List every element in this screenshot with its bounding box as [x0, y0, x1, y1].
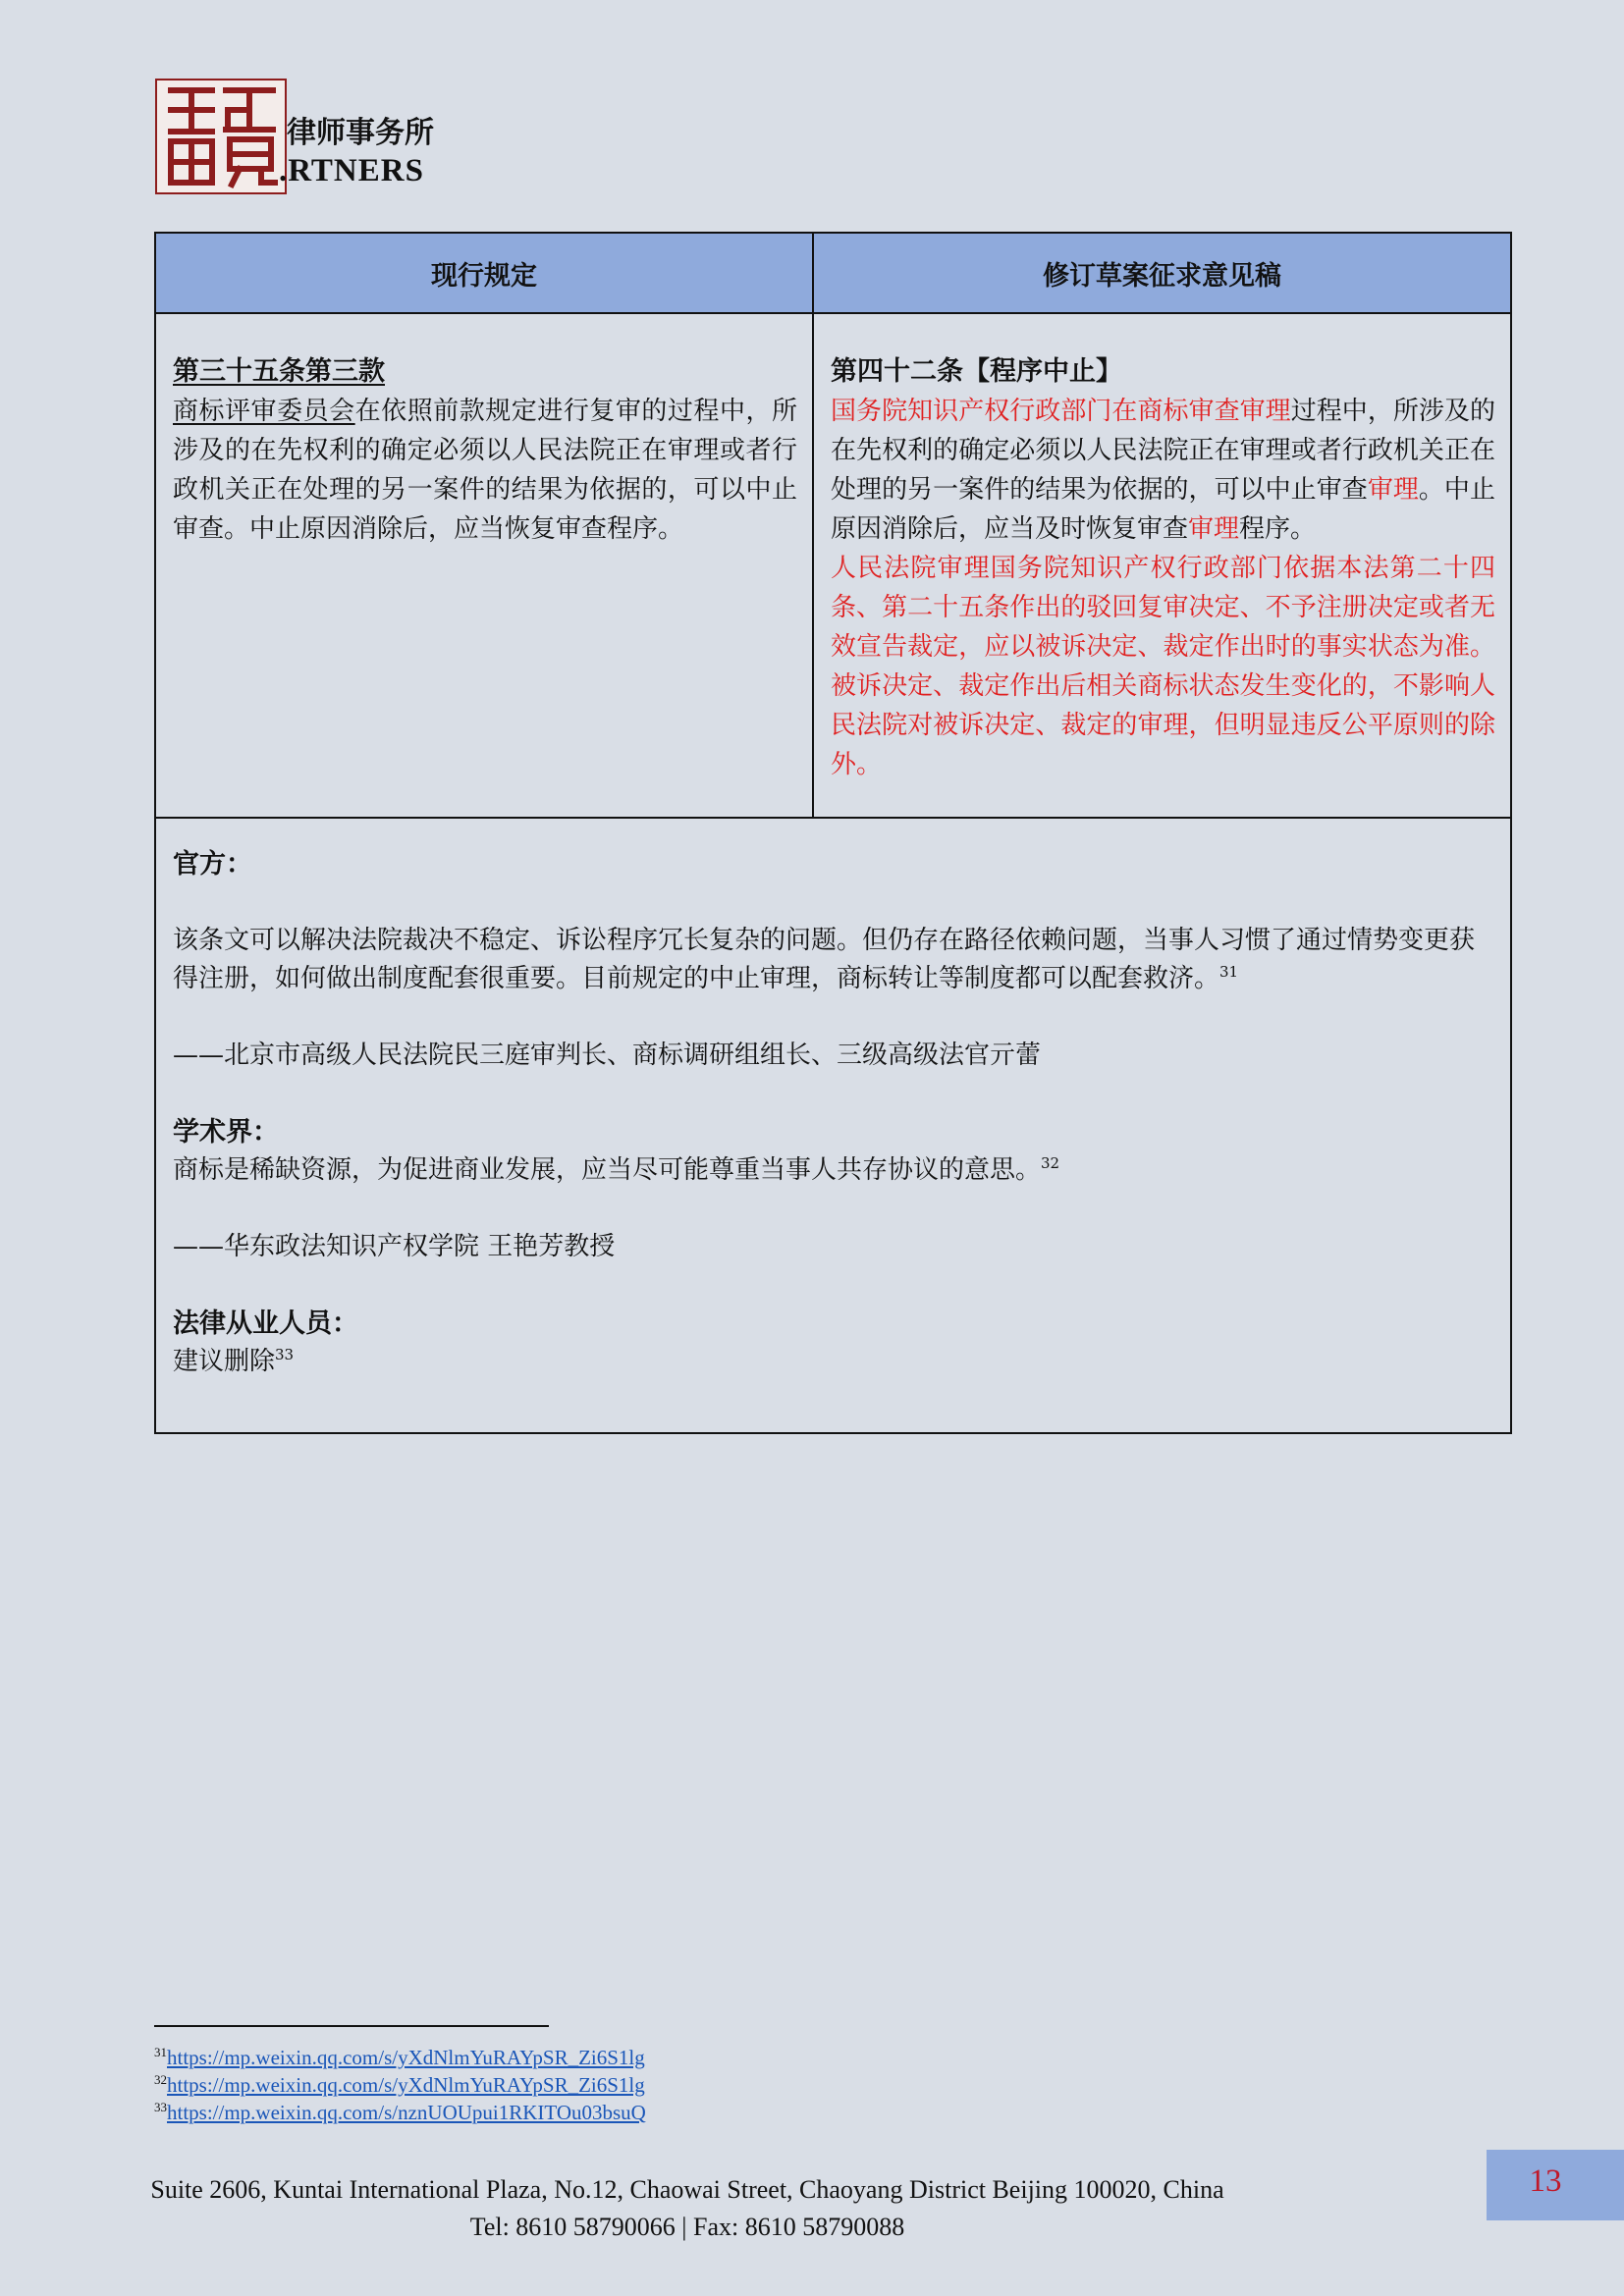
commentary-row: [155, 818, 1511, 1433]
footnote-item: [154, 2099, 646, 2126]
footnote-number: 33: [154, 2100, 167, 2114]
amended-text: 国务院知识产权行政部门在商标审查审理: [831, 397, 1291, 426]
draft-article-paragraph-1: [831, 392, 1495, 549]
current-provision-cell: [155, 313, 813, 818]
footer-contact: Tel: 8610 58790066 | Fax: 8610 58790088: [469, 2213, 905, 2241]
unchanged-text: 程序。: [1239, 514, 1317, 544]
current-article-body-underlined: 商标评审委员会: [173, 397, 355, 426]
footnote-ref-33[interactable]: 33: [275, 1346, 295, 1363]
amended-text: 审理: [1188, 514, 1240, 544]
firm-name-en: .RTNERS: [279, 153, 424, 188]
firm-name-cn: 律师事务所: [287, 116, 434, 150]
current-article-body: [173, 392, 797, 549]
academic-comment-text: 商标是稀缺资源，为促进商业发展，应当尽可能尊重当事人共存协议的意思。: [173, 1155, 1042, 1185]
current-article-title: 第三十五条第三款: [173, 356, 385, 387]
page-number: 13: [1529, 2163, 1562, 2199]
footnote-item: [154, 2044, 646, 2071]
column-header-current: 现行规定: [155, 233, 813, 313]
footnotes: [154, 2044, 646, 2126]
footnote-item: [154, 2071, 646, 2099]
academic-comment: [173, 1151, 1495, 1190]
seal-glyphs: [157, 80, 285, 192]
comparison-table: [154, 232, 1512, 1434]
footnote-ref-31[interactable]: 31: [1219, 963, 1239, 981]
firm-logo-seal: [155, 79, 287, 194]
footnote-link[interactable]: https://mp.weixin.qq.com/s/yXdNlmYuRAYpSR_Zi6S1lg: [167, 2073, 645, 2097]
practitioner-comment-text: 建议删除: [173, 1347, 276, 1376]
practitioner-comment: [173, 1343, 1495, 1381]
academic-source: ——华东政法知识产权学院 王艳芳教授: [173, 1232, 616, 1261]
footnote-divider: [154, 2025, 549, 2027]
official-label: 官方：: [173, 849, 252, 880]
column-header-draft: 修订草案征求意见稿: [813, 233, 1511, 313]
official-source: ——北京市高级人民法院民三庭审判长、商标调研组组长、三级高级法官亓蕾: [173, 1041, 1042, 1070]
table-row: [155, 313, 1511, 818]
footnote-link[interactable]: https://mp.weixin.qq.com/s/yXdNlmYuRAYpSR_Zi6S1lg: [167, 2046, 645, 2069]
footnote-ref-32[interactable]: 32: [1041, 1154, 1060, 1172]
commentary-cell: [155, 818, 1511, 1433]
footnote-number: 31: [154, 2045, 167, 2059]
footer-address: Suite 2606, Kuntai International Plaza, No.12, Chaowai Street, Chaoyang District Beijing 100020, China: [150, 2175, 1224, 2204]
unchanged-text: 。中止原因消除后，应当及时恢复审查: [831, 475, 1495, 544]
draft-provision-cell: [813, 313, 1511, 818]
footer-address-block: [0, 2171, 1375, 2246]
official-comment-text: 该条文可以解决法院裁决不稳定、诉讼程序冗长复杂的问题。但仍存在路径依赖问题，当事人习惯了通过情势变更获得注册，如何做出制度配套很重要。目前规定的中止审理，商标转让等制度都可以配套救济。: [173, 926, 1476, 993]
page-number-box: [1487, 2150, 1624, 2220]
academic-label: 学术界：: [173, 1117, 279, 1148]
table-header-row: [155, 233, 1511, 313]
current-article-body-text: 在依照前款规定进行复审的过程中，所涉及的在先权利的确定必须以人民法院正在审理或者行政机关正在处理的另一案件的结果为依据的，可以中止审查。中止原因消除后，应当恢复审查程序。: [173, 397, 797, 544]
amended-text: 审理: [1367, 475, 1419, 505]
practitioner-label: 法律从业人员：: [173, 1308, 358, 1339]
draft-article-title: 第四十二条【程序中止】: [831, 356, 1122, 387]
footnote-number: 32: [154, 2072, 167, 2087]
footnote-link[interactable]: https://mp.weixin.qq.com/s/nznUOUpui1RKITOu03bsuQ: [167, 2101, 646, 2124]
draft-article-paragraph-2: 人民法院审理国务院知识产权行政部门依据本法第二十四条、第二十五条作出的驳回复审决定、不予注册决定或者无效宣告裁定，应以被诉决定、裁定作出时的事实状态为准。被诉决定、裁定作出后相关商标状态发生变化的，不影响人民法院对被诉决定、裁定的审理，但明显违反公平原则的除外。: [831, 554, 1495, 779]
official-comment: [173, 922, 1495, 998]
unchanged-text: 过程中，所涉及的在先权利的确定必须以人民法院正在审理或者行政机关正在处理的另一案件的结果为依据的，可以中止审查: [831, 397, 1495, 505]
